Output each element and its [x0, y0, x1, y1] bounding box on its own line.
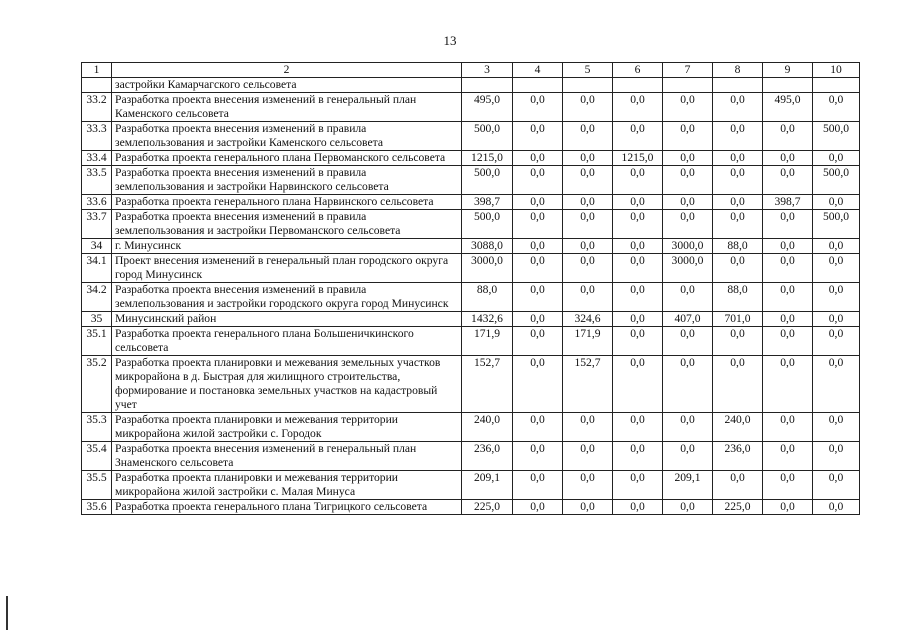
row-number-cell: 35.1: [82, 327, 112, 356]
value-cell: 0,0: [813, 500, 860, 515]
header-row: [82, 63, 860, 78]
value-cell: 0,0: [813, 239, 860, 254]
value-cell: 0,0: [663, 413, 713, 442]
row-number-cell: 35.4: [82, 442, 112, 471]
value-cell: 0,0: [763, 500, 813, 515]
description-cell: Разработка проекта внесения изменений в правила землепользования и застройки Нарвинского сельсовета: [112, 166, 462, 195]
column-header: 4: [513, 63, 563, 78]
value-cell: 0,0: [613, 122, 663, 151]
value-cell: 0,0: [763, 166, 813, 195]
value-cell: 0,0: [763, 356, 813, 413]
value-cell: 0,0: [513, 500, 563, 515]
value-cell: [813, 78, 860, 93]
value-cell: [462, 78, 513, 93]
description-cell: Разработка проекта планировки и межевания территории микрорайона жилой застройки с. Городок: [112, 413, 462, 442]
value-cell: [513, 78, 563, 93]
value-cell: 398,7: [462, 195, 513, 210]
value-cell: 0,0: [663, 356, 713, 413]
value-cell: 500,0: [813, 210, 860, 239]
table-row: [82, 210, 860, 239]
description-cell: Разработка проекта генерального плана Первоманского сельсовета: [112, 151, 462, 166]
value-cell: 0,0: [613, 93, 663, 122]
value-cell: 0,0: [713, 210, 763, 239]
value-cell: 0,0: [613, 500, 663, 515]
value-cell: 0,0: [813, 413, 860, 442]
table-row: [82, 283, 860, 312]
value-cell: 0,0: [813, 471, 860, 500]
value-cell: 0,0: [663, 166, 713, 195]
value-cell: 0,0: [813, 254, 860, 283]
value-cell: 0,0: [563, 151, 613, 166]
value-cell: 0,0: [763, 239, 813, 254]
value-cell: 0,0: [513, 122, 563, 151]
value-cell: 0,0: [513, 413, 563, 442]
row-number-cell: 34: [82, 239, 112, 254]
column-header: 3: [462, 63, 513, 78]
value-cell: [663, 78, 713, 93]
value-cell: 500,0: [813, 122, 860, 151]
value-cell: 0,0: [713, 166, 763, 195]
table-row: [82, 500, 860, 515]
value-cell: 0,0: [763, 151, 813, 166]
value-cell: 0,0: [813, 151, 860, 166]
value-cell: 0,0: [763, 471, 813, 500]
value-cell: 0,0: [513, 254, 563, 283]
table-row: [82, 442, 860, 471]
description-cell: Разработка проекта планировки и межевания земельных участков микрорайона в д. Быстрая для жилищного строительства, формирование и постановка земельных участков на кадастровый учет: [112, 356, 462, 413]
row-number-cell: 33.4: [82, 151, 112, 166]
table-row: [82, 312, 860, 327]
value-cell: 324,6: [563, 312, 613, 327]
value-cell: 0,0: [563, 195, 613, 210]
value-cell: 0,0: [613, 442, 663, 471]
value-cell: [563, 78, 613, 93]
row-number-cell: 35.3: [82, 413, 112, 442]
value-cell: 0,0: [663, 151, 713, 166]
row-number-cell: 33.3: [82, 122, 112, 151]
value-cell: 0,0: [563, 93, 613, 122]
value-cell: 0,0: [763, 312, 813, 327]
description-cell: Разработка проекта внесения изменений в правила землепользования и застройки Каменского сельсовета: [112, 122, 462, 151]
value-cell: 88,0: [713, 283, 763, 312]
value-cell: 0,0: [613, 210, 663, 239]
value-cell: 0,0: [663, 210, 713, 239]
value-cell: 240,0: [462, 413, 513, 442]
value-cell: 1215,0: [613, 151, 663, 166]
value-cell: 236,0: [713, 442, 763, 471]
value-cell: 0,0: [513, 442, 563, 471]
row-number-cell: 34.1: [82, 254, 112, 283]
value-cell: 407,0: [663, 312, 713, 327]
value-cell: 0,0: [813, 93, 860, 122]
value-cell: 3000,0: [462, 254, 513, 283]
value-cell: 3000,0: [663, 254, 713, 283]
value-cell: 0,0: [563, 254, 613, 283]
column-header: 5: [563, 63, 613, 78]
value-cell: 701,0: [713, 312, 763, 327]
value-cell: 398,7: [763, 195, 813, 210]
page-number: 13: [443, 33, 457, 48]
value-cell: 0,0: [763, 327, 813, 356]
row-number-cell: 35.6: [82, 500, 112, 515]
description-cell: Разработка проекта внесения изменений в генеральный план Знаменского сельсовета: [112, 442, 462, 471]
value-cell: 0,0: [763, 210, 813, 239]
value-cell: [713, 78, 763, 93]
budget-table: [81, 62, 860, 515]
value-cell: 0,0: [813, 356, 860, 413]
value-cell: 0,0: [713, 356, 763, 413]
value-cell: 0,0: [813, 283, 860, 312]
table-row: [82, 166, 860, 195]
value-cell: 0,0: [813, 312, 860, 327]
table-row: [82, 93, 860, 122]
value-cell: 500,0: [462, 122, 513, 151]
value-cell: 0,0: [513, 166, 563, 195]
value-cell: 500,0: [813, 166, 860, 195]
value-cell: 0,0: [513, 195, 563, 210]
value-cell: 0,0: [563, 166, 613, 195]
value-cell: 0,0: [763, 442, 813, 471]
value-cell: 0,0: [563, 210, 613, 239]
description-cell: Разработка проекта генерального плана Тигрицкого сельсовета: [112, 500, 462, 515]
value-cell: 0,0: [813, 327, 860, 356]
value-cell: [613, 78, 663, 93]
row-number-cell: 33.5: [82, 166, 112, 195]
value-cell: 0,0: [663, 122, 713, 151]
value-cell: 3000,0: [663, 239, 713, 254]
description-cell: Разработка проекта внесения изменений в правила землепользования и застройки городского округа город Минусинск: [112, 283, 462, 312]
table-row: [82, 195, 860, 210]
value-cell: 0,0: [613, 413, 663, 442]
row-number-cell: 34.2: [82, 283, 112, 312]
value-cell: 0,0: [763, 122, 813, 151]
value-cell: 0,0: [763, 413, 813, 442]
value-cell: 0,0: [613, 254, 663, 283]
value-cell: 3088,0: [462, 239, 513, 254]
value-cell: 0,0: [613, 471, 663, 500]
row-number-cell: 35.5: [82, 471, 112, 500]
table-row: [82, 254, 860, 283]
value-cell: 0,0: [563, 122, 613, 151]
description-cell: г. Минусинск: [112, 239, 462, 254]
table-row: [82, 413, 860, 442]
value-cell: 0,0: [513, 312, 563, 327]
table-row: [82, 151, 860, 166]
value-cell: 495,0: [763, 93, 813, 122]
table-row: [82, 239, 860, 254]
value-cell: 171,9: [462, 327, 513, 356]
row-number-cell: [82, 78, 112, 93]
value-cell: 0,0: [613, 356, 663, 413]
value-cell: 500,0: [462, 166, 513, 195]
description-cell: Разработка проекта планировки и межевания территории микрорайона жилой застройки с. Малая Минуса: [112, 471, 462, 500]
value-cell: 0,0: [613, 283, 663, 312]
value-cell: 0,0: [813, 442, 860, 471]
margin-mark: [6, 596, 8, 630]
value-cell: 495,0: [462, 93, 513, 122]
value-cell: 0,0: [813, 195, 860, 210]
value-cell: 0,0: [663, 283, 713, 312]
value-cell: 0,0: [763, 283, 813, 312]
value-cell: 88,0: [713, 239, 763, 254]
value-cell: 236,0: [462, 442, 513, 471]
value-cell: 0,0: [513, 151, 563, 166]
value-cell: 0,0: [513, 239, 563, 254]
column-header: 7: [663, 63, 713, 78]
value-cell: 0,0: [663, 327, 713, 356]
value-cell: 0,0: [513, 210, 563, 239]
value-cell: 225,0: [462, 500, 513, 515]
value-cell: 0,0: [563, 442, 613, 471]
table-row: [82, 356, 860, 413]
row-number-cell: 33.7: [82, 210, 112, 239]
description-cell: Проект внесения изменений в генеральный план городского округа город Минусинск: [112, 254, 462, 283]
value-cell: 225,0: [713, 500, 763, 515]
description-cell: Разработка проекта внесения изменений в генеральный план Каменского сельсовета: [112, 93, 462, 122]
value-cell: 152,7: [563, 356, 613, 413]
value-cell: 0,0: [663, 442, 713, 471]
value-cell: 240,0: [713, 413, 763, 442]
value-cell: 0,0: [613, 239, 663, 254]
value-cell: 0,0: [713, 254, 763, 283]
value-cell: 209,1: [663, 471, 713, 500]
value-cell: 0,0: [513, 471, 563, 500]
row-number-cell: 35: [82, 312, 112, 327]
value-cell: 171,9: [563, 327, 613, 356]
value-cell: 0,0: [563, 471, 613, 500]
value-cell: 0,0: [513, 283, 563, 312]
value-cell: 0,0: [613, 312, 663, 327]
column-header: 6: [613, 63, 663, 78]
value-cell: 0,0: [563, 283, 613, 312]
value-cell: 1432,6: [462, 312, 513, 327]
value-cell: [763, 78, 813, 93]
value-cell: 88,0: [462, 283, 513, 312]
column-header: 10: [813, 63, 860, 78]
column-header: 2: [112, 63, 462, 78]
value-cell: 0,0: [713, 195, 763, 210]
value-cell: 0,0: [763, 254, 813, 283]
value-cell: 0,0: [663, 195, 713, 210]
description-cell: Разработка проекта генерального плана Нарвинского сельсовета: [112, 195, 462, 210]
value-cell: 0,0: [613, 195, 663, 210]
row-number-cell: 33.6: [82, 195, 112, 210]
value-cell: 1215,0: [462, 151, 513, 166]
value-cell: 152,7: [462, 356, 513, 413]
value-cell: 0,0: [713, 93, 763, 122]
value-cell: 0,0: [563, 239, 613, 254]
value-cell: 0,0: [713, 471, 763, 500]
value-cell: 0,0: [563, 413, 613, 442]
column-header: 1: [82, 63, 112, 78]
column-header: 9: [763, 63, 813, 78]
value-cell: 0,0: [713, 151, 763, 166]
description-cell: Разработка проекта внесения изменений в правила землепользования и застройки Первоманского сельсовета: [112, 210, 462, 239]
value-cell: 0,0: [513, 327, 563, 356]
value-cell: 0,0: [713, 122, 763, 151]
value-cell: 0,0: [713, 327, 763, 356]
table-row: [82, 327, 860, 356]
column-header: 8: [713, 63, 763, 78]
value-cell: 500,0: [462, 210, 513, 239]
description-cell: Минусинский район: [112, 312, 462, 327]
row-number-cell: 35.2: [82, 356, 112, 413]
value-cell: 209,1: [462, 471, 513, 500]
value-cell: 0,0: [513, 93, 563, 122]
value-cell: 0,0: [513, 356, 563, 413]
value-cell: 0,0: [663, 93, 713, 122]
description-cell: застройки Камарчагского сельсовета: [112, 78, 462, 93]
value-cell: 0,0: [663, 500, 713, 515]
table-row: [82, 471, 860, 500]
row-number-cell: 33.2: [82, 93, 112, 122]
table-row: [82, 122, 860, 151]
value-cell: 0,0: [613, 166, 663, 195]
value-cell: 0,0: [563, 500, 613, 515]
table-row: [82, 78, 860, 93]
value-cell: 0,0: [613, 327, 663, 356]
description-cell: Разработка проекта генерального плана Большеничкинского сельсовета: [112, 327, 462, 356]
